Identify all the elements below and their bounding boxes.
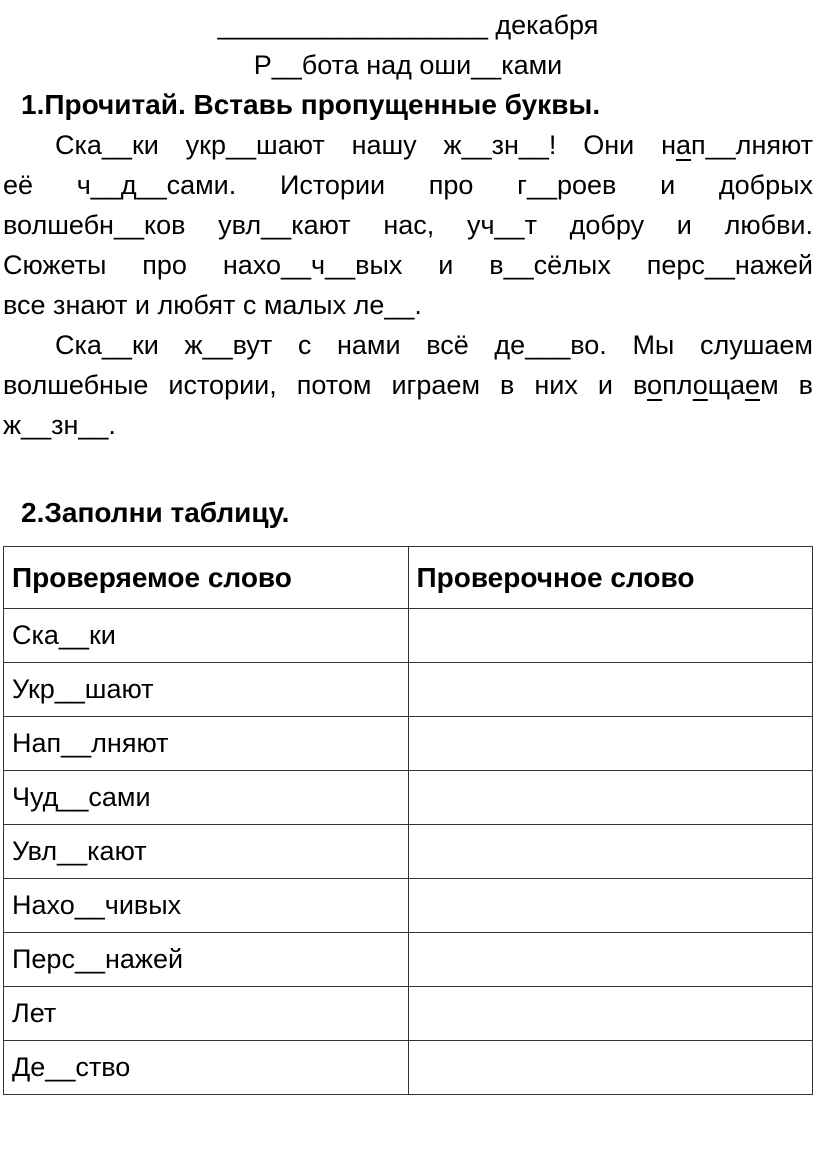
word-cell: Де__ство: [4, 1041, 409, 1095]
table-row: [4, 1041, 813, 1095]
task1-paragraph-1: [3, 125, 813, 325]
paragraph-line: Сюжеты про нахо__ч__вых и в__сёлых перс__нажей: [3, 250, 813, 280]
paragraph-line: волшебные истории, потом играем в них и воплощаем в: [3, 370, 813, 400]
answer-cell: [408, 933, 813, 987]
word-cell: Увл__кают: [4, 825, 409, 879]
table-row: [4, 933, 813, 987]
answer-cell: [408, 717, 813, 771]
column-header-checked-word: Проверяемое слово: [4, 547, 409, 609]
word-cell: Нахо__чивых: [4, 879, 409, 933]
date-line: __________________ декабря: [217, 10, 599, 40]
table-row: [4, 825, 813, 879]
table-row: [4, 663, 813, 717]
paragraph-line: Ска__ки укр__шают нашу ж__зн__! Они нап__лняют: [55, 130, 813, 160]
answer-cell: [408, 987, 813, 1041]
answer-cell: [408, 1041, 813, 1095]
table-row: [4, 771, 813, 825]
paragraph-line: волшебн__ков увл__кают нас, уч__т добру и любви.: [3, 210, 813, 240]
word-cell: Чуд__сами: [4, 771, 409, 825]
answer-cell: [408, 609, 813, 663]
check-table: [3, 546, 813, 1095]
word-cell: Лет: [4, 987, 409, 1041]
task2-heading: 2.Заполни таблицу.: [21, 497, 290, 528]
table-row: [4, 717, 813, 771]
column-header-check-word: Проверочное слово: [408, 547, 813, 609]
task1-heading: 1.Прочитай. Вставь пропущенные буквы.: [21, 89, 601, 120]
paragraph-line: все знают и любят с малых ле__.: [3, 290, 422, 320]
table-row: [4, 987, 813, 1041]
answer-cell: [408, 663, 813, 717]
table-row: [4, 609, 813, 663]
word-cell: Нап__лняют: [4, 717, 409, 771]
answer-cell: [408, 771, 813, 825]
word-cell: Ска__ки: [4, 609, 409, 663]
table-header-row: [4, 547, 813, 609]
answer-cell: [408, 879, 813, 933]
table-row: [4, 879, 813, 933]
paragraph-line: ж__зн__.: [3, 410, 116, 440]
task1-paragraph-2: [3, 325, 813, 445]
word-cell: Перс__нажей: [4, 933, 409, 987]
worksheet-title: Р__бота над оши__ками: [253, 50, 563, 80]
paragraph-line: Ска__ки ж__вут с нами всё де___во. Мы слушаем: [55, 330, 813, 360]
answer-cell: [408, 825, 813, 879]
word-cell: Укр__шают: [4, 663, 409, 717]
paragraph-line: её ч__д__сами. Истории про г__роев и добрых: [3, 170, 813, 200]
